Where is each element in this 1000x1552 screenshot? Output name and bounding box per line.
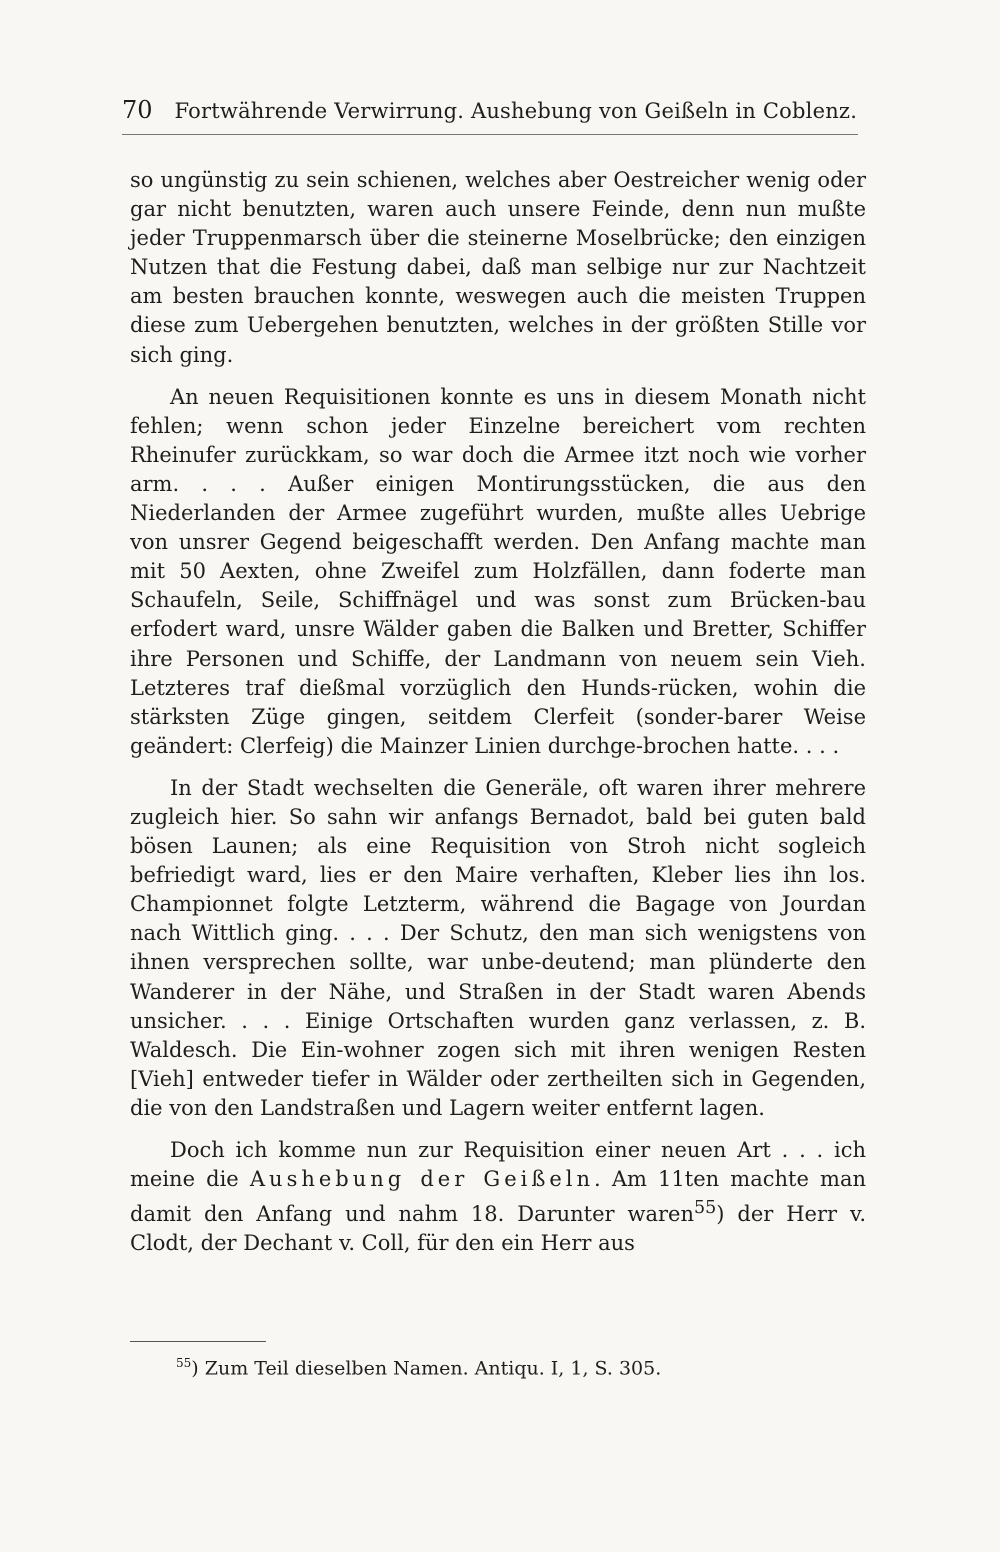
footnote-text: Zum Teil dieselben Namen. Antiqu. I, 1, S. 305. [204,1357,662,1380]
paragraph-4 [130,1136,866,1258]
paragraph-4-tail: ) der Herr v. Clodt, der Dechant v. Coll, für den ein Herr aus [130,1202,866,1256]
running-title: Fortwährende Verwirrung. Aushebung von Geißeln in Coblenz. [174,99,858,123]
spaced-emphasis: Aushebung der Geißeln [249,1167,595,1192]
body-text [130,166,866,1258]
paragraph-4-before: Doch ich komme nun zur Requisition einer neuen Art . . . ich meine die [130,1138,866,1192]
paragraph-1: so ungünstig zu sein schienen, welches aber Oestreicher wenig oder gar nicht benutzten, waren auch unsere Feinde, denn nun mußte jeder Truppenmarsch über die steinerne Moselbrücke; den einzigen Nutzen that die Festung dabei, daß man selbige nur zur Nachtzeit am besten brauchen konnte, weswegen auch die meisten Truppen diese zum Uebergehen benutzten, welches in der größten Stille vor sich ging. [130,168,866,367]
footnote-marker-close: ) [191,1357,199,1380]
paragraph-4-after: . Am 11ten machte man damit den Anfang und nahm 18. Darunter waren [130,1167,866,1227]
footnote-reference: 55 [694,1198,717,1219]
footnote-rule [130,1341,266,1342]
paragraph-3: In der Stadt wechselten die Generäle, oft waren ihrer mehrere zugleich hier. So sahn wir anfangs Bernadot, bald bei guten bald bösen Launen; als eine Requisition von Stroh nicht sogleich befriedigt ward, lies er den Maire verhaften, Kleber lies ihn los. Championnet folgte Letzterm, während die Bagage von Jourdan nach Wittlich ging. . . . Der Schutz, den man sich wenigstens von ihnen versprechen sollte, war unbe-deutend; man plünderte den Wanderer in der Nähe, und Straßen in der Stadt waren Abends unsicher. . . . Einige Ortschaften wurden ganz verlassen, z. B. Waldesch. Die Ein-wohner zogen sich mit ihren wenigen Resten [Vieh] entweder tiefer in Wälder oder zertheilten sich in Gegenden, die von den Landstraßen und Lagern weiter entfernt lagen. [130,775,866,1120]
paragraph-2: An neuen Requisitionen konnte es uns in diesem Monath nicht fehlen; wenn schon jeder Einzelne bereichert vom rechten Rheinufer zurückkam, so war doch die Armee itzt noch wie vorher arm. . . . Außer einigen Montirungsstücken, die aus den Niederlanden der Armee zugeführt wurden, mußte alles Uebrige von unsrer Gegend beigeschafft werden. Den Anfang machte man mit 50 Aexten, ohne Zweifel zum Holzfällen, dann foderte man Schaufeln, Seile, Schiffnägel und was sonst zum Brücken-bau erfodert ward, unsre Wälder gaben die Balken und Bretter, Schiffer ihre Personen und Schiffe, der Landmann von neuem sein Vieh. Letzteres traf dießmal vorzüglich den Hunds-rücken, wohin die stärksten Züge gingen, seitdem Clerfeit (sonder-barer Weise geändert: Clerfeig) die Mainzer Linien durchge-brochen hatte. . . . [130,384,866,758]
header-rule [122,134,858,135]
footnote-number: 55 [176,1356,192,1370]
page-header [122,96,858,136]
page-number: 70 [122,96,153,124]
footnote [176,1350,866,1381]
